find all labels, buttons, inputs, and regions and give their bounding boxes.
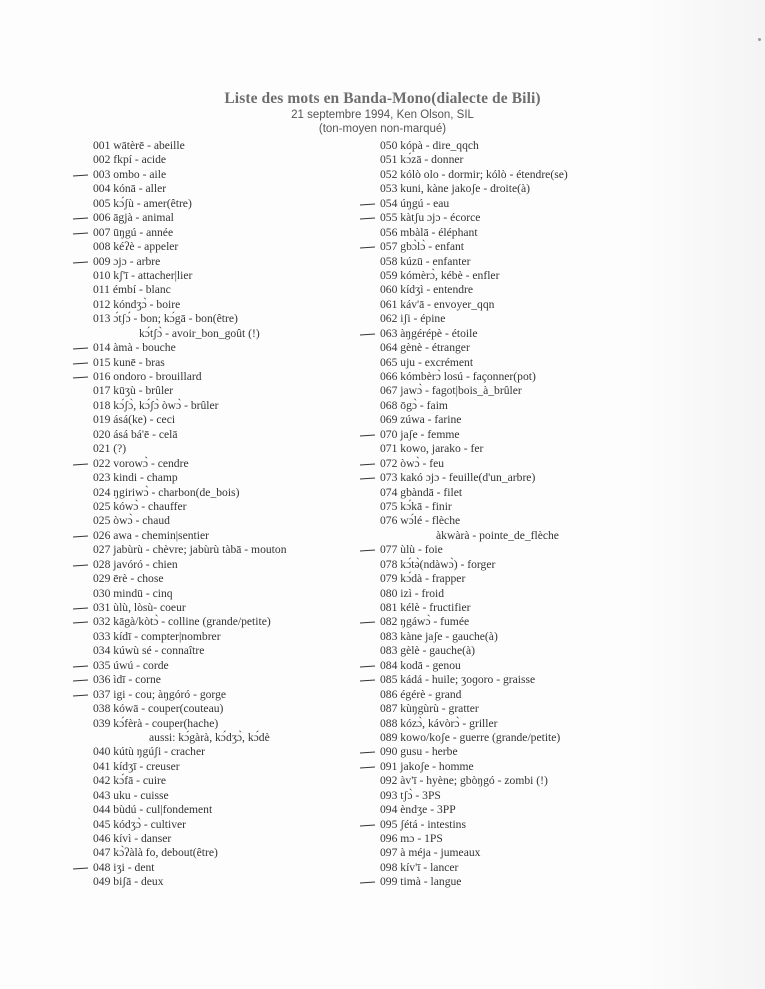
word-entry-text: àkwàrà - pointe_de_flèche [436, 528, 559, 542]
word-entry [93, 630, 393, 644]
word-entry-text: 008 kéʔè - appeler [93, 240, 179, 254]
word-entry-text: 006 āgjà - animal [93, 211, 174, 225]
word-entry [93, 500, 393, 514]
word-entry-text: 090 gusu - herbe [380, 745, 458, 759]
word-entry [380, 601, 640, 615]
word-entry-text: 016 ondoro - brouillard [93, 370, 202, 383]
word-entry-text: 018 kɔ́ʃɔ̀, kɔ́ʃɔ̀ òwɔ̀ - brûler [93, 398, 219, 412]
word-entry [380, 153, 640, 167]
word-entry-text: 048 iʒi - dent [93, 860, 155, 874]
word-entry-text: 062 iʃi - épine [380, 312, 446, 326]
word-entry [93, 615, 393, 629]
word-entry [380, 283, 640, 297]
word-entry-text: 037 igi - cou; àŋgóró - gorge [93, 687, 227, 701]
word-entry-text: 083 gèlè - gauche(à) [380, 644, 475, 658]
word-entry [93, 240, 393, 254]
word-entry [380, 529, 640, 543]
word-entry [380, 413, 640, 427]
page-title: Liste des mots en Banda-Mono(dialecte de Bili) [224, 90, 541, 107]
word-entry-text: 013 ɔ́tʃɔ́ - bon; kɔ́gā - bon(être) [93, 312, 238, 326]
word-entry [93, 168, 393, 182]
word-entry-text: 005 kɔ́ʃù - amer(être) [93, 196, 192, 210]
word-entry [380, 702, 640, 716]
word-entry [380, 659, 640, 673]
word-entry [380, 514, 640, 528]
word-entry [93, 572, 393, 586]
word-entry-text: 033 kídī - compter|nombrer [93, 629, 221, 643]
word-entry-text: 098 kív'ī - lancer [380, 860, 459, 874]
word-entry-text: 009 ɔjɔ - arbre [93, 254, 161, 268]
word-entry-text: 042 kɔ́fā - cuire [93, 774, 167, 788]
word-entry-text: 080 izì - froid [380, 586, 445, 600]
word-entry [93, 471, 393, 485]
word-entry-text: 031 ùlù, lòsù- coeur [93, 601, 186, 614]
word-entry-text: 072 òwɔ̀ - feu [380, 456, 445, 470]
word-entry-text: 039 kɔ́fèrà - couper(hache) [93, 716, 219, 730]
word-entry-text: 027 jabùrù - chèvre; jabùrù tàbā - mouton [93, 543, 287, 557]
word-entry-text: 061 káv'ā - envoyer_qqn [380, 297, 495, 311]
word-entry-text: 064 gènè - étranger [380, 341, 470, 355]
word-entry-text: 086 égérè - grand [380, 687, 462, 701]
word-entry [380, 211, 640, 225]
word-entry-text: 014 àmà - bouche [93, 341, 176, 355]
word-entry [93, 182, 393, 196]
word-entry [380, 139, 640, 153]
word-entry [380, 774, 640, 788]
word-entry-text: 049 biʃā - deux [93, 875, 164, 889]
word-entry [380, 312, 640, 326]
word-entry-text: 024 ŋgiriwɔ̀ - charbon(de_bois) [93, 485, 240, 499]
word-entry-text: 047 kɔ̀ʔàlà fo, debout(être) [93, 846, 218, 860]
word-entry-text: 091 jakoʃe - homme [380, 759, 474, 773]
word-entry [380, 789, 640, 803]
word-entry [93, 543, 393, 557]
word-entry [93, 269, 393, 283]
word-entry [380, 500, 640, 514]
word-entry [380, 428, 640, 442]
word-entry [93, 384, 393, 398]
word-entry [93, 745, 393, 759]
word-entry-text: 053 kuni, kàne jakoʃe - droite(à) [380, 182, 531, 196]
word-entry-text: 097 à méja - jumeaux [380, 846, 481, 860]
word-entry [93, 442, 393, 456]
word-entry [380, 558, 640, 572]
word-entry-text: 050 kópà - dire_qqch [380, 139, 479, 152]
word-entry [93, 846, 393, 860]
word-entry-text: 015 kunē - bras [93, 355, 165, 369]
word-entry [93, 399, 393, 413]
word-entry [380, 688, 640, 702]
word-entry-text: 076 wɔ́lé - flèche [380, 514, 461, 528]
word-entry-text: 002 fkpí - acide [93, 153, 167, 167]
word-entry-text: 004 kónā - aller [93, 182, 167, 196]
word-entry [93, 789, 393, 803]
word-entry [380, 587, 640, 601]
word-entry [380, 832, 640, 846]
word-entry-text: 081 kélè - fructifier [380, 601, 471, 614]
word-entry [93, 760, 393, 774]
word-entry [380, 630, 640, 644]
word-entry-text: aussi: kɔ́gàrà, kɔ́dʒɔ̀, kɔ́dè [149, 730, 270, 744]
word-entry [380, 486, 640, 500]
word-entry [93, 255, 393, 269]
word-entry [380, 615, 640, 629]
word-entry [380, 644, 640, 658]
word-entry [380, 370, 640, 384]
word-entry-text: 092 àv'ī - hyène; gbòŋgó - zombi (!) [380, 774, 548, 788]
word-entry-text: 075 kɔ́kā - finir [380, 499, 452, 513]
word-entry-text: 052 kólò olo - dormir; kólò - étendre(se) [380, 167, 568, 181]
word-entry [380, 572, 640, 586]
word-entry-text: 056 mbàlā - éléphant [380, 225, 478, 239]
word-entry [93, 702, 393, 716]
word-entry [380, 168, 640, 182]
word-entry [380, 240, 640, 254]
word-entry [93, 529, 393, 543]
word-entry-text: 066 kómbèrɔ̀ losú - façonner(pot) [380, 370, 536, 383]
word-entry-text: 043 uku - cuisse [93, 788, 169, 802]
word-entry-text: 051 kɔ́zā - donner [380, 153, 464, 167]
word-entry-text: 045 kódʒɔ̀ - cultiver [93, 817, 187, 831]
word-entry [93, 226, 393, 240]
word-entry [93, 486, 393, 500]
word-entry-text: 021 (?) [93, 442, 127, 456]
word-entry-text: 093 tʃɔ̀ - 3PS [380, 788, 441, 802]
word-entry-text: 096 mɔ - 1PS [380, 832, 443, 845]
word-entry-text: 012 kóndʒɔ̀ - boire [93, 297, 181, 311]
word-entry-text: 068 ōgɔ̀ - faim [380, 398, 448, 412]
word-entry [93, 413, 393, 427]
word-entry-text: 025 òwɔ̀ - chaud [93, 514, 170, 528]
word-entry [93, 659, 393, 673]
word-entry-text: 030 mindū - cinq [93, 586, 173, 600]
word-entry [380, 760, 640, 774]
word-entry [93, 211, 393, 225]
word-entry [93, 153, 393, 167]
word-entry-text: 058 kúzū - enfanter [380, 254, 471, 268]
word-entry [380, 399, 640, 413]
word-entry-text: 070 jaʃe - femme [380, 427, 460, 441]
word-entry [380, 255, 640, 269]
word-entry [93, 457, 393, 471]
word-entry [93, 803, 393, 817]
word-entry-text: 059 kómèrɔ̀, kébè - enfler [380, 268, 500, 282]
word-entry [93, 644, 393, 658]
word-entry-text: 011 émbí - blanc [93, 283, 171, 297]
word-entry [93, 861, 393, 875]
word-entry-text: 007 ūŋgú - année [93, 225, 174, 239]
word-entry [380, 875, 640, 889]
date-author-line: 21 septembre 1994, Ken Olson, SIL [291, 109, 474, 121]
word-entry-text: 085 kádá - huile; ʒoɡoro - graisse [380, 673, 536, 687]
word-entry [380, 269, 640, 283]
word-entry [93, 818, 393, 832]
word-list-right-column [380, 139, 640, 890]
word-entry [93, 688, 393, 702]
word-entry [93, 312, 393, 326]
word-entry-text: 034 kúwù sé - connaître [93, 644, 205, 658]
word-entry [380, 442, 640, 456]
word-entry-text: 083 kàne jaʃe - gauche(à) [380, 629, 498, 643]
word-entry [93, 428, 393, 442]
word-entry-text: 079 kɔ́dà - frapper [380, 572, 466, 586]
word-entry-text: 017 kūʒù - brûler [93, 384, 174, 398]
word-entry-text: 038 kówā - couper(couteau) [93, 702, 224, 716]
word-entry-text: 057 gbɔ̀lɔ̀ - enfant [380, 240, 465, 254]
word-entry-text: 019 ásá(ke) - ceci [93, 413, 176, 427]
word-entry [380, 341, 640, 355]
word-entry [93, 341, 393, 355]
word-entry [93, 283, 393, 297]
word-entry [93, 832, 393, 846]
word-entry [93, 731, 393, 745]
word-entry [380, 818, 640, 832]
word-entry-text: 055 kàtʃu ɔjɔ - écorce [380, 211, 481, 225]
tone-note: (ton-moyen non-marqué) [318, 123, 447, 135]
word-entry-text: 094 èndʒe - 3PP [380, 803, 456, 817]
word-entry-text: 082 ŋgáwɔ̀ - fumée [380, 615, 470, 629]
word-entry-text: 063 àŋgérépè - étoile [380, 326, 478, 340]
word-entry [380, 846, 640, 860]
word-entry-text: kɔ́tʃɔ̀ - avoir_bon_goût (!) [139, 326, 260, 340]
word-entry [380, 298, 640, 312]
word-entry-text: 001 wātèrē - abeille [93, 139, 185, 152]
word-entry [380, 384, 640, 398]
word-entry-text: 022 vorowɔ̀ - cendre [93, 456, 189, 470]
word-entry-text: 026 awa - chemin|sentier [93, 528, 209, 542]
word-entry [380, 861, 640, 875]
word-entry [93, 139, 393, 153]
word-entry-text: 035 úwú - corde [93, 658, 169, 672]
word-entry-text: 099 timà - langue [380, 875, 462, 889]
word-entry [380, 226, 640, 240]
word-entry [380, 457, 640, 471]
word-entry [93, 327, 393, 341]
word-entry [93, 717, 393, 731]
word-entry [380, 717, 640, 731]
word-entry-text: 084 kodā - genou [380, 658, 461, 672]
word-entry-text: 054 úŋgú - eau [380, 196, 450, 210]
word-entry [93, 774, 393, 788]
word-entry-text: 078 kɔ́tə̀(ndàwɔ̀) - forger [380, 557, 496, 571]
word-entry-text: 088 kózɔ̀, kávòrɔ̀ - griller [380, 716, 498, 730]
word-list-left-column [93, 139, 393, 890]
word-entry [93, 298, 393, 312]
word-entry [380, 731, 640, 745]
word-entry-text: 032 kāgà/kòtɔ̀ - colline (grande/petite) [93, 615, 271, 629]
word-entry [93, 875, 393, 889]
word-entry-text: 044 bùdú - cul|fondement [93, 803, 213, 817]
word-entry-text: 065 uju - excrément [380, 355, 474, 369]
word-entry [380, 356, 640, 370]
word-entry-text: 020 ásá bá'ē - celā [93, 427, 178, 441]
word-entry-text: 040 kútù ŋgúʃi - cracher [93, 745, 205, 759]
word-entry [93, 587, 393, 601]
word-entry-text: 077 ùlù - foie [380, 543, 443, 557]
word-entry-text: 089 kowo/koʃe - guerre (grande/petite) [380, 730, 561, 744]
word-entry [93, 197, 393, 211]
word-entry-text: 060 kídʒì - entendre [380, 283, 474, 297]
word-entry-text: 010 kʃ'ī - attacher|lier [93, 268, 193, 282]
word-entry [380, 197, 640, 211]
word-entry [93, 514, 393, 528]
word-entry [93, 370, 393, 384]
word-entry [93, 601, 393, 615]
word-entry-text: 023 kindi - champ [93, 471, 178, 485]
word-entry-text: 046 kívì - danser [93, 832, 172, 845]
word-entry-text: 074 gbàndā - filet [380, 485, 463, 499]
word-entry-text: 041 kídʒī - creuser [93, 759, 180, 773]
word-entry [380, 327, 640, 341]
word-entry-text: 067 jawɔ̀ - fagot|bois_à_brûler [380, 384, 522, 398]
word-entry-text: 087 kùŋgùrù - gratter [380, 702, 479, 716]
word-entry [380, 543, 640, 557]
word-entry [93, 558, 393, 572]
word-entry [380, 182, 640, 196]
word-entry-text: 028 javóró - chien [93, 557, 178, 571]
word-entry-text: 071 kowo, jarako - fer [380, 442, 484, 456]
word-entry-text: 095 ʃétá - intestins [380, 817, 466, 831]
word-entry [380, 745, 640, 759]
word-entry [380, 471, 640, 485]
word-entry-text: 025 kówɔ̀ - chauffer [93, 499, 187, 513]
word-entry-text: 036 ìdī - corne [93, 673, 161, 687]
word-entry-text: 073 kakó ɔjɔ - feuille(d'un_arbre) [380, 471, 536, 485]
word-entry [380, 803, 640, 817]
word-entry-text: 029 ērè - chose [93, 572, 164, 586]
word-entry [380, 673, 640, 687]
word-entry [93, 356, 393, 370]
scan-speck [758, 38, 761, 41]
word-entry-text: 003 ombo - aile [93, 167, 167, 181]
word-entry-text: 069 zúwa - farine [380, 413, 462, 427]
word-entry [93, 673, 393, 687]
